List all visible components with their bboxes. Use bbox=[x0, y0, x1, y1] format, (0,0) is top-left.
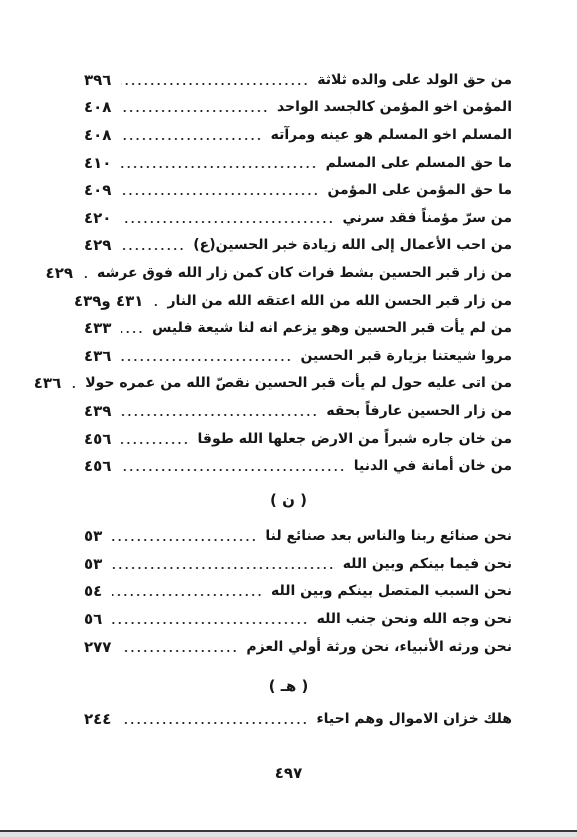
entry-text: من لم يأت قبر الحسين وهو يزعم انه لنا شيعة فليس bbox=[152, 320, 512, 337]
index-entry bbox=[84, 605, 512, 633]
entry-page-number: ٤٠٩ bbox=[84, 181, 112, 200]
index-entry bbox=[84, 633, 512, 661]
index-entry bbox=[84, 397, 512, 425]
dot-leader bbox=[121, 712, 308, 726]
index-entry bbox=[84, 314, 512, 342]
entry-page-number: ٤٢٠ bbox=[84, 208, 112, 227]
dot-leader bbox=[71, 376, 77, 390]
dot-leader bbox=[121, 349, 292, 363]
index-entry bbox=[84, 204, 512, 232]
dot-leader bbox=[112, 612, 308, 626]
page-bottom-shade bbox=[0, 832, 577, 837]
index-entry bbox=[84, 94, 512, 122]
entry-page-number: ٥٤ bbox=[84, 582, 103, 601]
entry-text: من زار قبر الحسن الله من الله اعتقه الله من النار bbox=[167, 292, 512, 309]
dot-leader bbox=[121, 156, 317, 170]
index-entry bbox=[45, 259, 512, 287]
entry-text: ما حق المؤمن على المؤمن bbox=[327, 182, 512, 199]
entry-page-number: ٤٠٨ bbox=[84, 125, 112, 144]
index-entry bbox=[33, 370, 512, 398]
entry-text: نحن صنائع ربنا والناس بعد صنائع لنا bbox=[265, 527, 512, 544]
dot-leader bbox=[121, 128, 262, 142]
index-section-continued bbox=[33, 66, 512, 480]
entry-text: من حق الولد على والده ثلاثة bbox=[317, 71, 512, 88]
entry-text: من زار الحسين عارفاً بحقه bbox=[326, 402, 512, 419]
dot-leader bbox=[121, 640, 238, 654]
dot-leader bbox=[121, 432, 189, 446]
entry-text: من خان جاره شبراً من الارض جعلها الله طوقا bbox=[197, 430, 512, 447]
dot-leader bbox=[121, 73, 309, 87]
section-header-ha: ( هـ ) bbox=[268, 677, 309, 695]
entry-page-number: ٤٢٩ bbox=[84, 236, 112, 255]
section-header-noon: ( ن ) bbox=[270, 491, 307, 509]
entry-page-number: ٤٣٣ bbox=[84, 319, 112, 338]
entry-page-number: ٤٣١ و٤٣٩ bbox=[73, 291, 144, 310]
entry-text: نحن ورثه الأنبياء، نحن ورثة أولي العزم bbox=[246, 639, 512, 656]
entry-page-number: ٢٧٧ bbox=[84, 638, 112, 657]
entry-page-number: ٤٠٨ bbox=[84, 98, 112, 117]
entry-text: مروا شيعتنا بزيارة قبر الحسين bbox=[300, 347, 512, 364]
dot-leader bbox=[83, 266, 89, 280]
entry-text: من اتى عليه حول لم يأت قبر الحسين نقصّ الله من عمره حولا bbox=[85, 375, 512, 392]
entry-page-number: ٤٣٦ bbox=[33, 374, 62, 393]
entry-page-number: ٤٢٩ bbox=[45, 263, 74, 282]
index-section-ha bbox=[84, 705, 512, 733]
entry-page-number: ٥٦ bbox=[84, 610, 103, 629]
dot-leader bbox=[121, 404, 318, 418]
entry-page-number: ٥٣ bbox=[84, 554, 103, 573]
dot-leader bbox=[112, 584, 263, 598]
dot-leader bbox=[121, 211, 334, 225]
index-section-noon bbox=[84, 522, 512, 661]
dot-leader bbox=[153, 294, 159, 308]
entry-text: من خان أمانة في الدنيا bbox=[353, 458, 512, 475]
entry-text: نحن وجه الله ونحن جنب الله bbox=[316, 611, 512, 628]
index-entry bbox=[84, 66, 512, 94]
entry-text: من سرّ مؤمناً فقد سرني bbox=[342, 209, 512, 226]
entry-page-number: ٤١٠ bbox=[84, 153, 112, 172]
index-entry bbox=[84, 578, 512, 606]
entry-text: نحن السبب المتصل بينكم وبين الله bbox=[271, 583, 512, 600]
index-entry bbox=[84, 149, 512, 177]
entry-page-number: ٣٩٦ bbox=[84, 70, 112, 89]
dot-leader bbox=[121, 238, 185, 252]
index-entry bbox=[84, 425, 512, 453]
dot-leader bbox=[112, 557, 334, 571]
entry-text: من احب الأعمال إلى الله زيادة خبر الحسين(ع) bbox=[193, 237, 512, 254]
index-entry bbox=[84, 176, 512, 204]
entry-text: ما حق المسلم على المسلم bbox=[325, 154, 512, 171]
entry-text: نحن فيما بينكم وبين الله bbox=[342, 555, 512, 572]
dot-leader bbox=[112, 529, 257, 543]
entry-page-number: ٥٣ bbox=[84, 526, 103, 545]
entry-page-number: ٢٤٤ bbox=[84, 709, 112, 728]
index-entry bbox=[84, 121, 512, 149]
page-number: ٤٩٧ bbox=[274, 764, 303, 782]
index-entry bbox=[84, 522, 512, 550]
entry-text: من زار قبر الحسين بشط فرات كان كمن زار الله فوق عرشه bbox=[97, 264, 512, 281]
index-entry bbox=[84, 232, 512, 260]
index-entry bbox=[84, 342, 512, 370]
dot-leader bbox=[121, 321, 144, 335]
dot-leader bbox=[121, 183, 319, 197]
index-entry bbox=[84, 550, 512, 578]
entry-page-number: ٤٣٦ bbox=[84, 346, 112, 365]
entry-text: هلك خزان الاموال وهم احياء bbox=[316, 710, 512, 727]
dot-leader bbox=[121, 100, 269, 114]
index-entry bbox=[84, 705, 512, 733]
entry-page-number: ٤٥٦ bbox=[84, 429, 112, 448]
dot-leader bbox=[121, 459, 345, 473]
index-entry bbox=[73, 287, 512, 315]
entry-page-number: ٤٣٩ bbox=[84, 401, 112, 420]
entry-page-number: ٤٥٦ bbox=[84, 457, 112, 476]
entry-text: المؤمن اخو المؤمن كالجسد الواحد bbox=[276, 99, 512, 116]
entry-text: المسلم اخو المسلم هو عينه ومرآته bbox=[270, 126, 512, 143]
index-entry bbox=[84, 452, 512, 480]
